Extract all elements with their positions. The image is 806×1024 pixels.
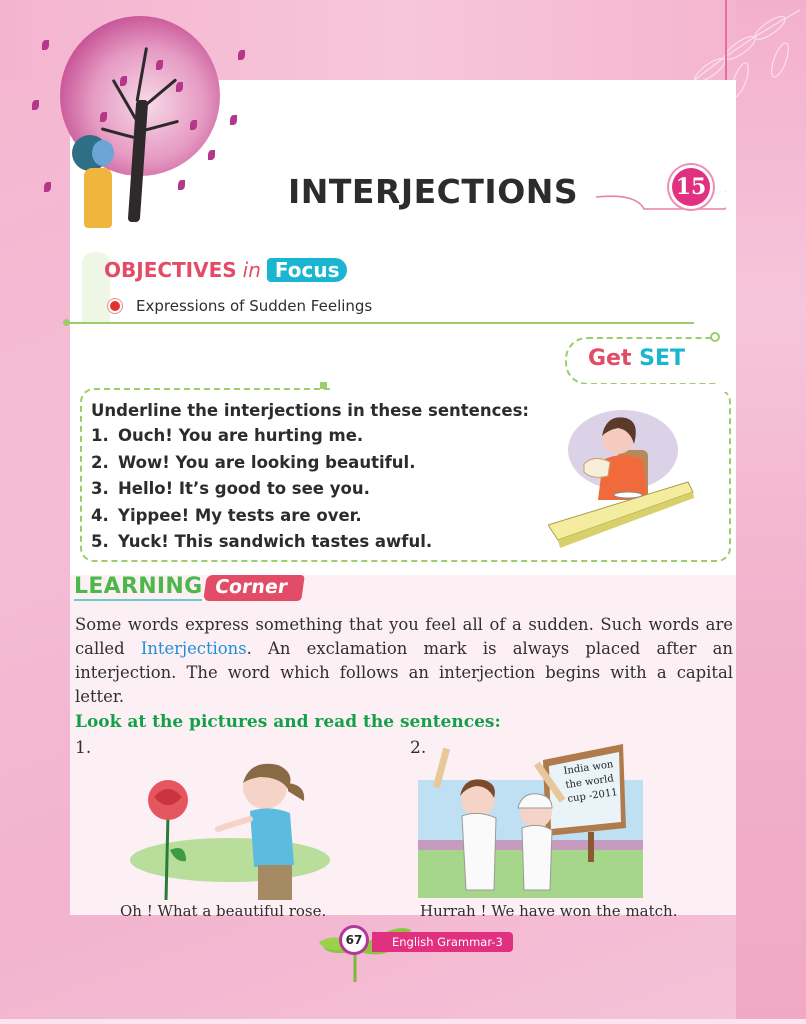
page-edge xyxy=(0,1019,806,1024)
exercise-sentence: 4. Yippee! My tests are over. xyxy=(91,505,362,525)
frame-corner-icon xyxy=(320,382,327,389)
picture-caption: Hurrah ! We have won the match. xyxy=(420,902,678,920)
svg-text:the world: the world xyxy=(564,773,615,791)
objectives-word: OBJECTIVES xyxy=(104,258,237,282)
learning-paragraph: Some words express something that you feel all of a sudden. Such words are called Interjections. An exclamation mark is always placed after an interjection. The word which follows an interjection begins with a capital letter. xyxy=(75,615,733,706)
objectives-focus-badge: Focus xyxy=(267,258,348,282)
exercise-sentence: 5. Yuck! This sandwich tastes awful. xyxy=(91,532,433,551)
exercise-sentence: 3. Hello! It’s good to see you. xyxy=(91,479,370,498)
look-heading: Look at the pictures and read the sentences: xyxy=(75,712,501,732)
page-number: 67 xyxy=(339,925,369,955)
learning-label: LEARNING xyxy=(74,574,203,599)
chapter-title: INTERJECTIONS xyxy=(288,172,579,211)
girl-eating-sandwich-illustration xyxy=(548,400,698,550)
book-title-tag: English Grammar-3 xyxy=(372,932,513,952)
interjections-term: Interjections xyxy=(140,639,247,658)
frame-dot-icon xyxy=(710,332,720,342)
get-set-heading xyxy=(588,346,685,371)
svg-text:cup -2011: cup -2011 xyxy=(566,787,619,805)
frame-gap xyxy=(330,384,730,392)
chapter-number-badge: 15 xyxy=(672,168,710,206)
objective-text: Expressions of Sudden Feelings xyxy=(136,297,373,315)
target-bullet-icon xyxy=(110,301,120,311)
objectives-heading xyxy=(104,258,347,282)
right-decorative-strip xyxy=(736,0,806,1024)
picture-number: 1. xyxy=(75,738,92,758)
objective-item xyxy=(110,297,372,315)
get-label: Get xyxy=(588,346,632,371)
boys-cricket-celebration-illustration xyxy=(418,740,643,898)
corner-badge: Corner xyxy=(204,575,306,601)
exercise-sentence: 1. Ouch! You are hurting me. xyxy=(91,426,364,445)
exercise-sentence: 2. Wow! You are looking beautiful. xyxy=(91,452,416,472)
objectives-divider xyxy=(66,322,694,324)
exercise-sentence-list xyxy=(91,426,432,559)
svg-text:India won: India won xyxy=(562,759,615,777)
set-label: SET xyxy=(639,346,686,371)
girl-and-rose-illustration xyxy=(120,755,330,900)
picture-number: 2. xyxy=(410,738,427,758)
objectives-in: in xyxy=(242,258,261,282)
exercise-instruction: Underline the interjections in these sentences: xyxy=(91,401,529,420)
learning-corner-heading xyxy=(74,575,304,601)
picture-caption: Oh ! What a beautiful rose. xyxy=(120,902,327,920)
